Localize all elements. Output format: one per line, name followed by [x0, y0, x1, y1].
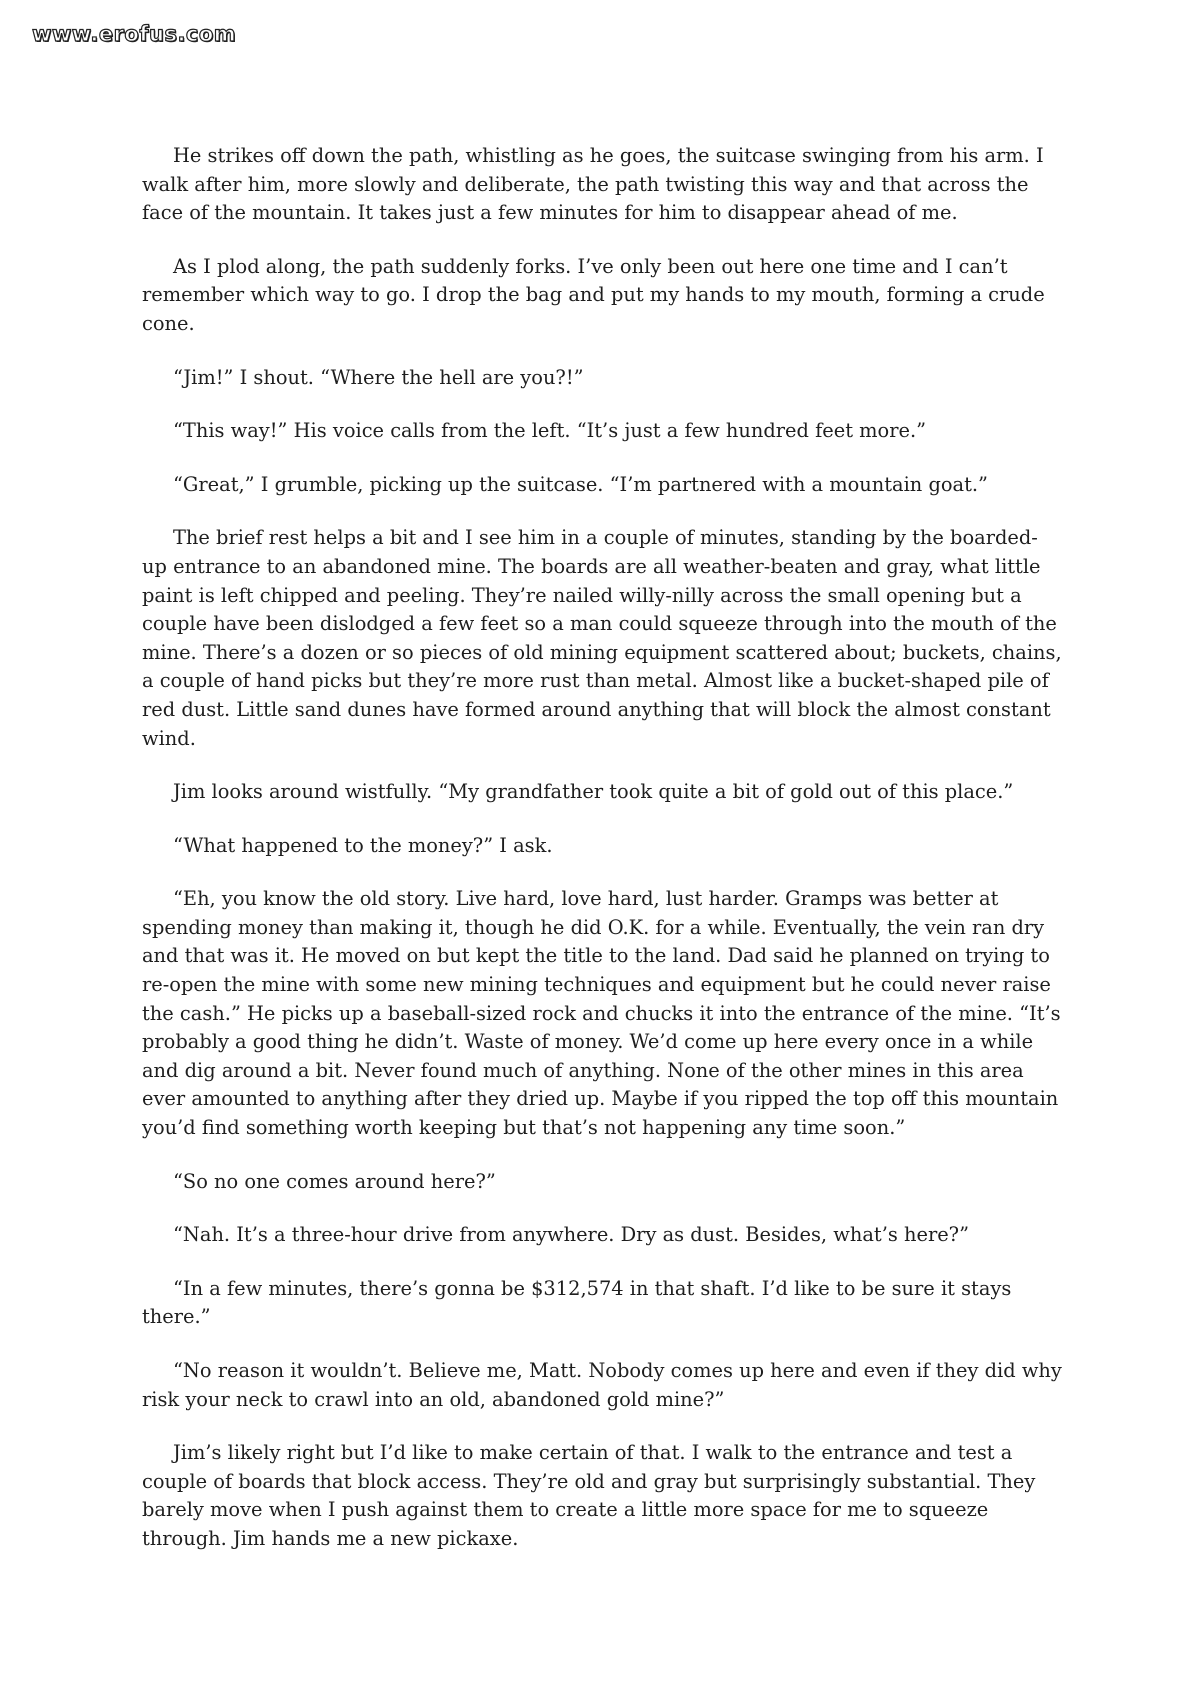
- paragraph: “Jim!” I shout. “Where the hell are you?!”: [173, 365, 584, 389]
- paragraph: “What happened to the money?” I ask.: [173, 833, 553, 857]
- paragraph: “No reason it wouldn’t. Believe me, Matt. Nobody comes up here and even if they did why risk your neck to crawl into an old, abandoned gold mine?”: [142, 1359, 1062, 1411]
- site-watermark: www.erofus.com: [32, 22, 237, 46]
- paragraph: Jim’s likely right but I’d like to make certain of that. I walk to the entrance and test a couple of boards that block access. They’re old and gray but surprisingly substantial. They barely move when I push against them to create a little more space for me to squeeze through. Jim hands me a new pickaxe.: [142, 1441, 1036, 1550]
- page-body: [142, 142, 1062, 1579]
- paragraph: The brief rest helps a bit and I see him in a couple of minutes, standing by the boarded-up entrance to an abandoned mine. The boards are all weather-beaten and gray, what little paint is left chipped and peeling. They’re nailed willy-nilly across the small opening but a couple have been dislodged a few feet so a man could squeeze through into the mouth of the mine. There’s a dozen or so pieces of old mining equipment scattered about; buckets, chains, a couple of hand picks but they’re more rust than metal. Almost like a bucket-shaped pile of red dust. Little sand dunes have formed around anything that will block the almost constant wind.: [142, 526, 1062, 750]
- paragraph: “Nah. It’s a three-hour drive from anywhere. Dry as dust. Besides, what’s here?”: [173, 1223, 969, 1247]
- paragraph: He strikes off down the path, whistling as he goes, the suitcase swinging from his arm. I walk after him, more slowly and deliberate, the path twisting this way and that across the face of the mountain. It takes just a few minutes for him to disappear ahead of me.: [142, 144, 1044, 225]
- paragraph: “In a few minutes, there’s gonna be $312,574 in that shaft. I’d like to be sure it stays there.”: [142, 1276, 1012, 1329]
- paragraph: “Great,” I grumble, picking up the suitcase. “I’m partnered with a mountain goat.”: [173, 472, 988, 496]
- paragraph: “This way!” His voice calls from the left. “It’s just a few hundred feet more.”: [173, 419, 927, 443]
- paragraph: As I plod along, the path suddenly forks. I’ve only been out here one time and I can’t remember which way to go. I drop the bag and put my hands to my mouth, forming a crude cone.: [142, 254, 1045, 335]
- paragraph: Jim looks around wistfully. “My grandfather took quite a bit of gold out of this place.”: [173, 780, 1014, 804]
- paragraph: “Eh, you know the old story. Live hard, love hard, lust harder. Gramps was better at spending money than making it, though he did O.K. for a while. Eventually, the vein ran dry and that was it. He moved on but kept the title to the land. Dad said he planned on trying to re-open the mine with some new mining techniques and equipment but he could never raise the cash.” He picks up a baseball-sized rock and chucks it into the entrance of the mine. “It’s probably a good thing he didn’t. Waste of money. We’d come up here every once in a while and dig around a bit. Never found much of anything. None of the other mines in this area ever amounted to anything after they dried up. Maybe if you ripped the top off this mountain you’d find something worth keeping but that’s not happening any time soon.”: [142, 887, 1061, 1140]
- paragraph: “So no one comes around here?”: [173, 1169, 496, 1193]
